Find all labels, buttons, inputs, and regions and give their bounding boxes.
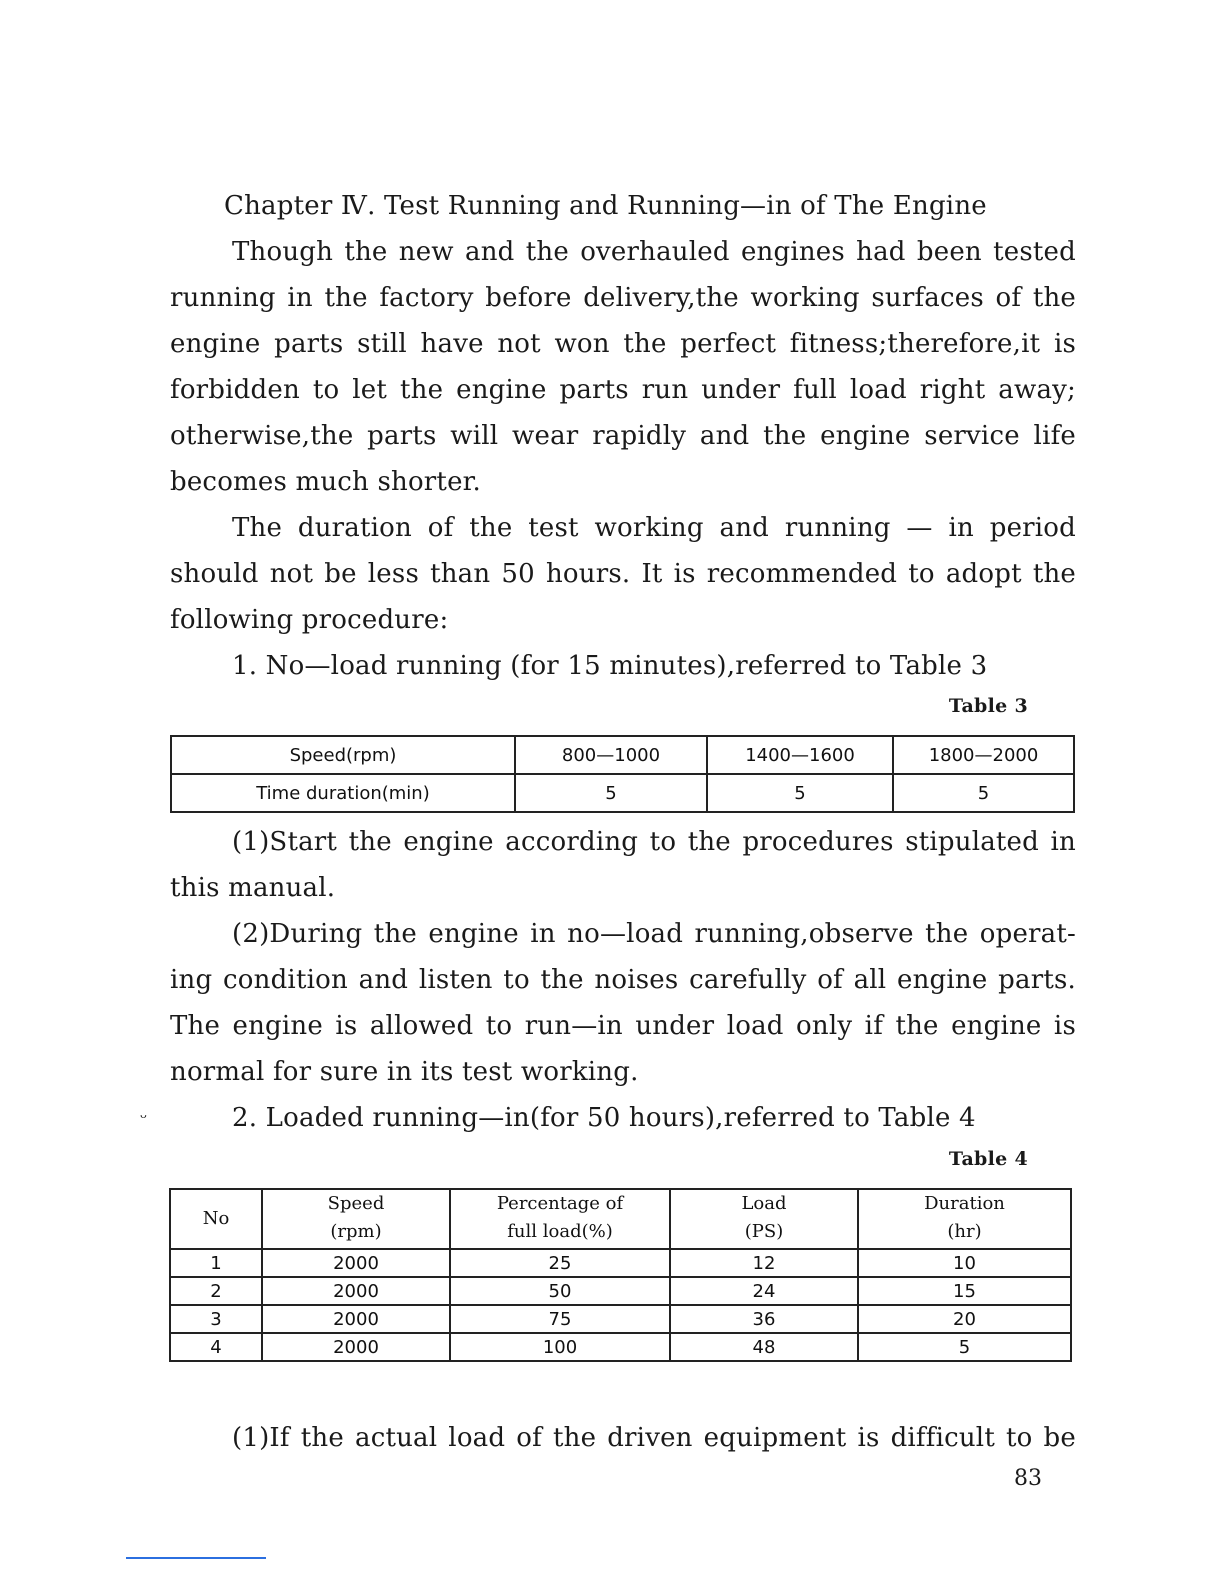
table-cell: 4	[170, 1333, 262, 1361]
table-cell: 2	[170, 1277, 262, 1305]
table-cell: 48	[670, 1333, 858, 1361]
paragraph-line: otherwise,the parts will wear rapidly and the engine service life	[170, 421, 1076, 451]
header-text: No	[202, 1208, 230, 1229]
step-1-heading: 1. No—load running (for 15 minutes),referred to Table 3	[232, 651, 988, 681]
table-cell: Time duration(min)	[171, 774, 515, 812]
table-4-caption: Table 4	[948, 1148, 1028, 1170]
table-cell: Speed(rpm)	[171, 736, 515, 774]
paragraph-line: running in the factory before delivery,the working surfaces of the	[170, 283, 1076, 313]
paragraph-line: becomes much shorter.	[170, 467, 481, 497]
paragraph-line: following procedure:	[170, 605, 449, 635]
table-row	[170, 1333, 1071, 1361]
step-2-heading: 2. Loaded running—in(for 50 hours),referred to Table 4	[232, 1103, 976, 1133]
table-row	[170, 1305, 1071, 1333]
table-row	[170, 1249, 1071, 1277]
table-cell: 5	[858, 1333, 1071, 1361]
header-load	[670, 1189, 858, 1249]
table-cell: 12	[670, 1249, 858, 1277]
table-row	[171, 774, 1074, 812]
table-header-row	[170, 1189, 1071, 1249]
header-text: Load	[741, 1193, 787, 1214]
table-cell: 25	[450, 1249, 670, 1277]
table-3	[170, 735, 1075, 813]
margin-mark: ᵕ	[140, 1108, 147, 1129]
paragraph-line: normal for sure in its test working.	[170, 1057, 639, 1087]
table-cell: 5	[707, 774, 893, 812]
table-cell: 2000	[262, 1249, 450, 1277]
table-cell: 36	[670, 1305, 858, 1333]
paragraph-line: Though the new and the overhauled engines had been tested	[232, 237, 1076, 267]
header-unit: (PS)	[744, 1221, 784, 1242]
paragraph-line: (2)During the engine in no—load running,observe the operat-	[232, 919, 1076, 949]
table-cell: 50	[450, 1277, 670, 1305]
table-cell: 20	[858, 1305, 1071, 1333]
header-speed	[262, 1189, 450, 1249]
paragraph-line: this manual.	[170, 873, 336, 903]
table-cell: 5	[515, 774, 707, 812]
table-cell: 2000	[262, 1277, 450, 1305]
table-4	[169, 1188, 1072, 1362]
header-no	[170, 1189, 262, 1249]
paragraph-line: The engine is allowed to run—in under load only if the engine is	[170, 1011, 1076, 1041]
table-cell: 10	[858, 1249, 1071, 1277]
header-percentage	[450, 1189, 670, 1249]
header-unit: (hr)	[947, 1221, 982, 1242]
paragraph-line: (1)Start the engine according to the procedures stipulated in	[232, 827, 1076, 857]
table-cell: 5	[893, 774, 1074, 812]
table-cell: 1	[170, 1249, 262, 1277]
paragraph-line: should not be less than 50 hours. It is recommended to adopt the	[170, 559, 1076, 589]
paragraph-line: The duration of the test working and running — in period	[232, 513, 1076, 543]
table-cell: 2000	[262, 1305, 450, 1333]
table-cell: 1800—2000	[893, 736, 1074, 774]
header-text: Speed	[327, 1193, 385, 1214]
footer-rule	[126, 1557, 266, 1559]
table-cell: 100	[450, 1333, 670, 1361]
paragraph-line: engine parts still have not won the perfect fitness;therefore,it is	[170, 329, 1076, 359]
table-3-caption: Table 3	[948, 695, 1028, 717]
table-row	[171, 736, 1074, 774]
chapter-title: Chapter Ⅳ. Test Running and Running—in of The Engine	[224, 191, 987, 221]
table-cell: 24	[670, 1277, 858, 1305]
table-cell: 800—1000	[515, 736, 707, 774]
page-number: 83	[1014, 1466, 1042, 1491]
table-cell: 15	[858, 1277, 1071, 1305]
paragraph-line: ing condition and listen to the noises carefully of all engine parts.	[170, 965, 1076, 995]
header-unit: (rpm)	[330, 1221, 382, 1242]
table-cell: 1400—1600	[707, 736, 893, 774]
paragraph-line: (1)If the actual load of the driven equipment is difficult to be	[232, 1423, 1076, 1453]
table-row	[170, 1277, 1071, 1305]
header-duration	[858, 1189, 1071, 1249]
header-unit: full load(%)	[507, 1221, 613, 1242]
header-text: Percentage of	[496, 1193, 624, 1214]
paragraph-line: forbidden to let the engine parts run under full load right away;	[170, 375, 1076, 405]
table-cell: 2000	[262, 1333, 450, 1361]
table-cell: 3	[170, 1305, 262, 1333]
header-text: Duration	[924, 1193, 1005, 1214]
table-cell: 75	[450, 1305, 670, 1333]
